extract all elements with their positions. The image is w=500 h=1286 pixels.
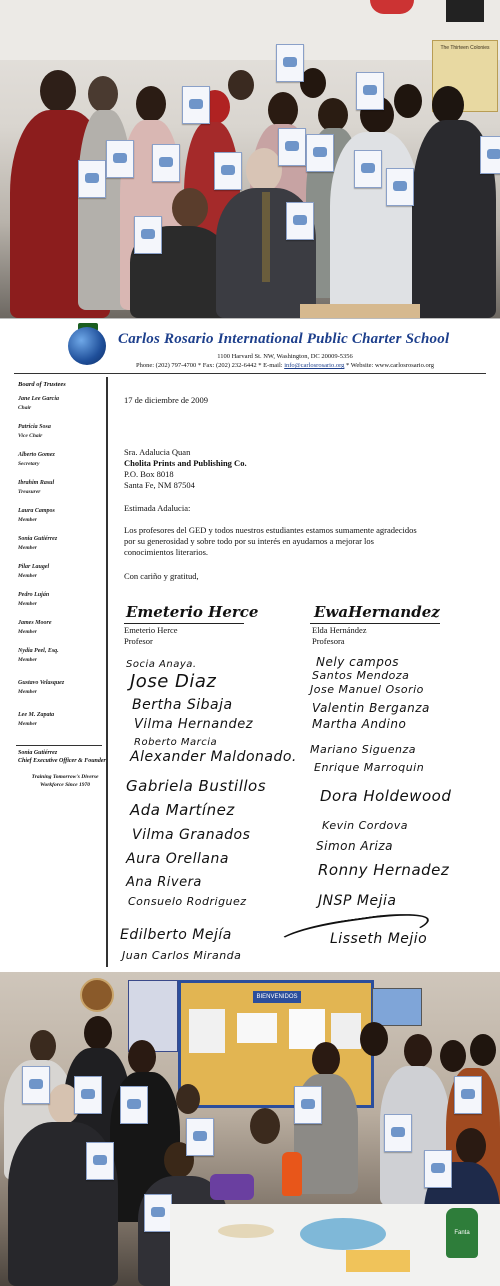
student-signature: Vilma Granados	[132, 827, 251, 843]
trustee: Alberto Gomez Secretary	[18, 452, 55, 467]
student-signature: Vilma Hernandez	[134, 717, 254, 732]
thank-you-letter	[0, 318, 500, 974]
booklet	[214, 152, 242, 190]
salutation: Estimada Adalucia:	[124, 503, 191, 513]
booklet	[74, 1076, 102, 1114]
signature-emeterio: Emeterio Herce	[126, 603, 259, 621]
trustee: Ibrahim Rasul Treasurer	[18, 480, 55, 495]
signature-line	[124, 623, 244, 624]
signer1-name: Emeterio Herce	[124, 625, 178, 635]
plate	[218, 1224, 274, 1238]
booklet	[356, 72, 384, 110]
student-signature: Martha Andino	[312, 717, 407, 731]
student-signature: Edilberto Mejía	[120, 927, 232, 943]
student-signature: Ronny Hernadez	[318, 861, 450, 879]
booklet	[294, 1086, 322, 1124]
recipient-city: Santa Fe, NM 87504	[124, 480, 195, 490]
booklet	[78, 160, 106, 198]
student-signature: Nely campos	[316, 655, 399, 669]
student-signature: Enrique Marroquin	[314, 761, 425, 774]
soda-bottle	[282, 1152, 302, 1196]
tie	[262, 192, 270, 282]
booklet	[106, 140, 134, 178]
booklet	[354, 150, 382, 188]
student-signature: Juan Carlos Miranda	[122, 949, 242, 962]
booklet	[152, 144, 180, 182]
trustee: Sonia Gutiérrez Member	[18, 536, 58, 551]
wall-emblem	[80, 978, 114, 1012]
fanta-bottle: Fanta	[446, 1208, 478, 1258]
table	[300, 304, 420, 318]
school-name: Carlos Rosario International Public Charter School	[118, 331, 450, 347]
signer2-name: Elda Hernández	[312, 625, 367, 635]
recipient-name: Sra. Adalucia Quan	[124, 447, 191, 457]
student-signature: Simon Ariza	[316, 839, 394, 853]
board-sidebar	[10, 377, 108, 967]
signature-scribble	[275, 908, 431, 957]
booklet	[386, 168, 414, 206]
booklet	[278, 128, 306, 166]
letterhead	[14, 325, 486, 377]
booklet	[424, 1150, 452, 1188]
booklet	[134, 216, 162, 254]
body-line: conocimientos literarios.	[124, 547, 209, 557]
booklet	[186, 1118, 214, 1156]
contact-prefix: Phone: (202) 797-4700 * Fax: (202) 232-6442 * E-mail:	[135, 362, 285, 369]
booklet	[286, 202, 314, 240]
booklet	[86, 1142, 114, 1180]
student-signature: Jose Manuel Osorio	[310, 683, 424, 696]
booklet	[22, 1066, 50, 1104]
signature-elda: EwaHernandez	[314, 603, 440, 621]
school-contact	[14, 362, 486, 369]
booklet	[454, 1076, 482, 1114]
student-signature: Aura Orellana	[126, 851, 229, 867]
body-line: por su generosidad y sobre todo por su interés en ayudarnos a mejorar los	[124, 536, 374, 546]
wall-map	[372, 988, 422, 1026]
trustee: Gustavo Velasquez Member	[18, 680, 65, 695]
student-signature: Mariano Siguenza	[310, 743, 416, 756]
recipient-company: Cholita Prints and Publishing Co.	[124, 458, 247, 468]
trustee: Pilar Laugel Member	[18, 564, 50, 579]
student-signature: Jose Diaz	[130, 671, 217, 692]
tv-monitor	[446, 0, 484, 22]
snack-bag	[210, 1174, 254, 1200]
booklet	[144, 1194, 172, 1232]
booklet	[120, 1086, 148, 1124]
poster-title: The Thirteen Colonies	[440, 45, 490, 51]
signer2-title: Profesora	[312, 636, 345, 646]
student-signature: JNSP Mejia	[318, 893, 397, 909]
board-heading: Board of Trustees	[18, 381, 66, 388]
booklet	[384, 1114, 412, 1152]
student-signature: Roberto Marcia	[134, 737, 218, 748]
trustee: Nydia Peel, Esq. Member	[18, 648, 59, 663]
contact-suffix: * Website: www.carlosrosario.org	[344, 362, 435, 369]
food-box	[346, 1250, 410, 1272]
booklet	[182, 86, 210, 124]
student-signature: Ana Rivera	[126, 875, 202, 890]
school-address: 1100 Harvard St. NW, Washington, DC 20009-5356	[217, 353, 353, 360]
student-signature: Consuelo Rodriguez	[128, 895, 247, 908]
booklet	[480, 136, 500, 174]
trustee: Lee M. Zapata Member	[18, 712, 55, 727]
booklet	[306, 134, 334, 172]
student-signature: Alexander Maldonado.	[130, 749, 297, 765]
letter-date: 17 de diciembre de 2009	[124, 395, 209, 405]
sidebar-divider	[16, 745, 102, 746]
motto: Training Tomorrow's Diverse Workforce Since 1970	[31, 774, 99, 788]
trustee: Patricia Sosa Vice Chair	[18, 424, 51, 439]
founder: Sonia Gutiérrez Chief Executive Officer & Founder	[18, 750, 106, 764]
student-signature: Valentin Berganza	[312, 701, 430, 715]
ceiling	[0, 0, 500, 60]
student-signature: Lisseth Mejio	[330, 931, 428, 947]
trustee: James Moore Member	[18, 620, 52, 635]
student-signature: Ada Martínez	[130, 801, 235, 819]
bottom-group-photo	[0, 972, 500, 1286]
top-group-photo	[0, 0, 500, 318]
trustee: Pedro Luján Member	[18, 592, 50, 607]
booklet	[276, 44, 304, 82]
trustee: Laura Campos Member	[18, 508, 55, 523]
student-signature: Bertha Sibaja	[132, 697, 233, 713]
header-rule	[14, 373, 486, 374]
student-signature: Socia Anaya.	[126, 659, 197, 670]
student-signature: Dora Holdewood	[320, 787, 452, 805]
signature-line	[310, 623, 440, 624]
closing: Con cariño y gratitud,	[124, 571, 199, 581]
student-signature: Kevin Cordova	[322, 819, 409, 832]
salad-bowl	[300, 1218, 386, 1250]
body-line: Los profesores del GED y todos nuestros estudiantes estamos sumamente agradecidos	[124, 525, 417, 535]
trustee: Jane Lee Garcia Chair	[18, 396, 59, 411]
recipient-po: P.O. Box 8018	[124, 469, 174, 479]
student-signature: Gabriela Bustillos	[126, 777, 267, 795]
welcome-sign: BIENVENIDOS	[253, 991, 301, 1003]
email-link[interactable]: info@carlosrosario.org	[284, 362, 345, 369]
student-signature: Santos Mendoza	[312, 669, 410, 682]
signer1-title: Profesor	[124, 636, 153, 646]
